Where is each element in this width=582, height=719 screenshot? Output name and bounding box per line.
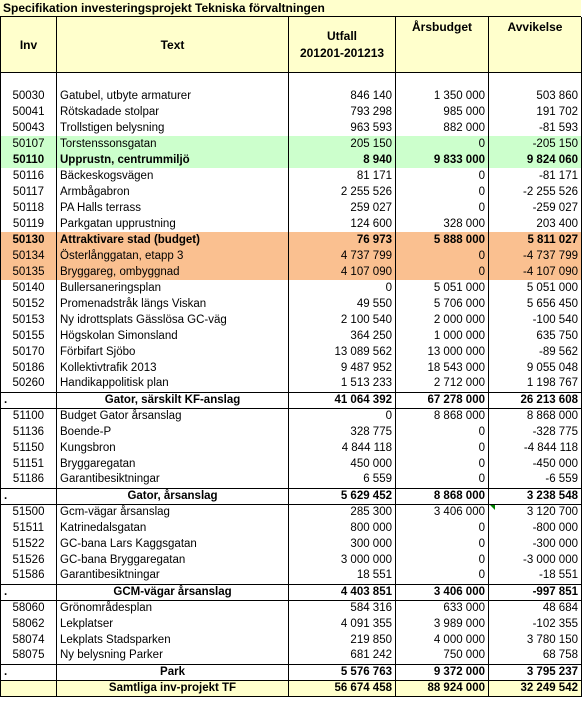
- cell-inv: .: [1, 488, 57, 504]
- cell-text: GC-bana Bryggaregatan: [57, 552, 289, 568]
- cell-budget: 0: [396, 248, 489, 264]
- header-text: Text: [57, 17, 289, 72]
- cell-utfall: 13 089 562: [289, 344, 396, 360]
- cell-avvikelse: 5 811 027: [489, 232, 582, 248]
- cell-budget: 882 000: [396, 120, 489, 136]
- cell-avvikelse: -450 000: [489, 456, 582, 472]
- cell-text: Upprustn, centrummiljö: [57, 152, 289, 168]
- cell-budget: 0: [396, 200, 489, 216]
- cell-avvikelse: -2 255 526: [489, 184, 582, 200]
- cell-budget: 3 406 000: [396, 584, 489, 600]
- cell-utfall: 6 559: [289, 472, 396, 488]
- cell-avvikelse: -800 000: [489, 520, 582, 536]
- cell-inv: 50170: [1, 344, 57, 360]
- cell-budget: 5 706 000: [396, 296, 489, 312]
- cell-inv: 50260: [1, 376, 57, 392]
- cell-utfall: 450 000: [289, 456, 396, 472]
- cell-avvikelse: 503 860: [489, 88, 582, 104]
- cell-text: Samtliga inv-projekt TF: [57, 680, 289, 696]
- cell-inv: 50117: [1, 184, 57, 200]
- cell-avvikelse: 68 758: [489, 648, 582, 664]
- cell-inv: .: [1, 392, 57, 408]
- cell-utfall: 5 629 452: [289, 488, 396, 504]
- cell-avvikelse: 48 684: [489, 600, 582, 616]
- cell-text: Bäckeskogsvägen: [57, 168, 289, 184]
- cell-budget: 18 543 000: [396, 360, 489, 376]
- cell-inv: 51151: [1, 456, 57, 472]
- cell-inv: 50107: [1, 136, 57, 152]
- table-row: [1, 296, 582, 312]
- cell-avvikelse: -4 107 090: [489, 264, 582, 280]
- cell-budget: 8 868 000: [396, 408, 489, 424]
- table-row: [1, 408, 582, 424]
- cell-inv: [1, 72, 57, 88]
- cell-inv: 50043: [1, 120, 57, 136]
- cell-text: Ny idrottsplats Gässlösa GC-väg: [57, 312, 289, 328]
- cell-text: Bullersaneringsplan: [57, 280, 289, 296]
- table-row: [1, 440, 582, 456]
- cell-text: Ny belysning Parker: [57, 648, 289, 664]
- cell-inv: 50118: [1, 200, 57, 216]
- table-row: [1, 568, 582, 584]
- cell-inv: 50130: [1, 232, 57, 248]
- cell-inv: 51511: [1, 520, 57, 536]
- cell-utfall: 846 140: [289, 88, 396, 104]
- cell-utfall: 56 674 458: [289, 680, 396, 696]
- table-row: [1, 600, 582, 616]
- cell-text: Österlånggatan, etapp 3: [57, 248, 289, 264]
- cell-avvikelse: 1 198 767: [489, 376, 582, 392]
- cell-utfall: 4 403 851: [289, 584, 396, 600]
- cell-budget: 0: [396, 136, 489, 152]
- cell-text: Attraktivare stad (budget): [57, 232, 289, 248]
- cell-utfall: 219 850: [289, 632, 396, 648]
- cell-budget: 9 833 000: [396, 152, 489, 168]
- cell-text: Rötskadade stolpar: [57, 104, 289, 120]
- cell-inv: 50030: [1, 88, 57, 104]
- cell-avvikelse: 3 120 700: [489, 504, 582, 520]
- sheet-title: Specifikation investeringsprojekt Tekniska förvaltningen: [0, 0, 581, 17]
- cell-text: Garantibesiktningar: [57, 472, 289, 488]
- cell-inv: 50155: [1, 328, 57, 344]
- table-row: [1, 536, 582, 552]
- cell-text: Handikappolitisk plan: [57, 376, 289, 392]
- cell-budget: 1 000 000: [396, 328, 489, 344]
- cell-budget: 88 924 000: [396, 680, 489, 696]
- cell-utfall: 9 487 952: [289, 360, 396, 376]
- table-row: [1, 136, 582, 152]
- table-body: [1, 17, 582, 696]
- cell-budget: 0: [396, 168, 489, 184]
- cell-utfall: 800 000: [289, 520, 396, 536]
- cell-utfall: 81 171: [289, 168, 396, 184]
- table-row: [1, 312, 582, 328]
- cell-budget: 0: [396, 520, 489, 536]
- cell-text: Boende-P: [57, 424, 289, 440]
- cell-text: Gator, årsanslag: [57, 488, 289, 504]
- cell-utfall: 300 000: [289, 536, 396, 552]
- table-row: [1, 200, 582, 216]
- cell-budget: 0: [396, 552, 489, 568]
- cell-text: Park: [57, 664, 289, 680]
- cell-utfall: 76 973: [289, 232, 396, 248]
- cell-utfall: 8 940: [289, 152, 396, 168]
- table-row: [1, 88, 582, 104]
- cell-budget: 0: [396, 264, 489, 280]
- cell-inv: 50041: [1, 104, 57, 120]
- cell-budget: 5 051 000: [396, 280, 489, 296]
- cell-avvikelse: 3 238 548: [489, 488, 582, 504]
- cell-budget: 3 406 000: [396, 504, 489, 520]
- cell-avvikelse: -997 851: [489, 584, 582, 600]
- cell-text: PA Halls terrass: [57, 200, 289, 216]
- table-row: [1, 184, 582, 200]
- cell-utfall: 681 242: [289, 648, 396, 664]
- cell-budget: 0: [396, 184, 489, 200]
- cell-inv: 51136: [1, 424, 57, 440]
- cell-avvikelse: 9 824 060: [489, 152, 582, 168]
- subtotal-row: [1, 488, 582, 504]
- header-inv: Inv: [1, 17, 57, 72]
- cell-budget: 5 888 000: [396, 232, 489, 248]
- cell-avvikelse: 203 400: [489, 216, 582, 232]
- cell-inv: 50186: [1, 360, 57, 376]
- cell-text: Lekplatser: [57, 616, 289, 632]
- cell-utfall: 4 107 090: [289, 264, 396, 280]
- table-row: [1, 456, 582, 472]
- cell-utfall: 4 091 355: [289, 616, 396, 632]
- cell-avvikelse: -6 559: [489, 472, 582, 488]
- cell-inv: .: [1, 584, 57, 600]
- cell-budget: 2 000 000: [396, 312, 489, 328]
- cell-text: Kungsbron: [57, 440, 289, 456]
- cell-avvikelse: 26 213 608: [489, 392, 582, 408]
- header-budget: Årsbudget: [396, 17, 489, 72]
- cell-avvikelse: -259 027: [489, 200, 582, 216]
- cell-utfall: 124 600: [289, 216, 396, 232]
- cell-text: GC-bana Lars Kaggsgatan: [57, 536, 289, 552]
- comment-indicator-icon: [490, 505, 495, 510]
- cell-inv: 58074: [1, 632, 57, 648]
- cell-avvikelse: 3 795 237: [489, 664, 582, 680]
- cell-budget: 9 372 000: [396, 664, 489, 680]
- cell-text: Garantibesiktningar: [57, 568, 289, 584]
- cell-utfall: 793 298: [289, 104, 396, 120]
- cell-budget: 0: [396, 440, 489, 456]
- cell-budget: 1 350 000: [396, 88, 489, 104]
- investment-table: [0, 17, 582, 697]
- table-row: [1, 344, 582, 360]
- table-row: [1, 424, 582, 440]
- cell-budget: 750 000: [396, 648, 489, 664]
- cell-text: Grönområdesplan: [57, 600, 289, 616]
- table-row: [1, 648, 582, 664]
- cell-budget: [396, 72, 489, 88]
- cell-inv: 51100: [1, 408, 57, 424]
- cell-text: GCM-vägar årsanslag: [57, 584, 289, 600]
- cell-avvikelse: 635 750: [489, 328, 582, 344]
- cell-text: Torstenssonsgatan: [57, 136, 289, 152]
- cell-budget: 67 278 000: [396, 392, 489, 408]
- cell-utfall: 963 593: [289, 120, 396, 136]
- table-row: [1, 360, 582, 376]
- cell-utfall: 1 513 233: [289, 376, 396, 392]
- table-row: [1, 120, 582, 136]
- cell-utfall: 285 300: [289, 504, 396, 520]
- table-row: [1, 328, 582, 344]
- cell-text: Bryggaregatan: [57, 456, 289, 472]
- cell-budget: 328 000: [396, 216, 489, 232]
- cell-text: Gator, särskilt KF-anslag: [57, 392, 289, 408]
- cell-text: Högskolan Simonsland: [57, 328, 289, 344]
- cell-utfall: 328 775: [289, 424, 396, 440]
- cell-avvikelse: 9 055 048: [489, 360, 582, 376]
- header-row: [1, 17, 582, 72]
- cell-budget: 633 000: [396, 600, 489, 616]
- cell-inv: 51586: [1, 568, 57, 584]
- cell-text: Kollektivtrafik 2013: [57, 360, 289, 376]
- cell-inv: 50140: [1, 280, 57, 296]
- cell-utfall: 2 100 540: [289, 312, 396, 328]
- cell-budget: 4 000 000: [396, 632, 489, 648]
- cell-utfall: 4 737 799: [289, 248, 396, 264]
- cell-text: Gcm-vägar årsanslag: [57, 504, 289, 520]
- cell-utfall: [289, 72, 396, 88]
- cell-avvikelse: -205 150: [489, 136, 582, 152]
- cell-budget: 13 000 000: [396, 344, 489, 360]
- table-row: [1, 232, 582, 248]
- table-row: [1, 168, 582, 184]
- table-row: [1, 216, 582, 232]
- cell-text: [57, 72, 289, 88]
- cell-avvikelse: [489, 72, 582, 88]
- cell-inv: 58062: [1, 616, 57, 632]
- cell-utfall: 584 316: [289, 600, 396, 616]
- cell-avvikelse: 3 780 150: [489, 632, 582, 648]
- cell-utfall: 0: [289, 280, 396, 296]
- header-utfall: [289, 17, 396, 72]
- table-row: [1, 264, 582, 280]
- subtotal-row: [1, 664, 582, 680]
- cell-inv: 50153: [1, 312, 57, 328]
- subtotal-row: [1, 584, 582, 600]
- cell-budget: 0: [396, 424, 489, 440]
- cell-avvikelse: -18 551: [489, 568, 582, 584]
- cell-inv: 51526: [1, 552, 57, 568]
- cell-inv: 51500: [1, 504, 57, 520]
- table-row: [1, 72, 582, 88]
- subtotal-row: [1, 392, 582, 408]
- header-avvikelse: Avvikelse: [489, 17, 582, 72]
- table-row: [1, 520, 582, 536]
- cell-avvikelse: -81 593: [489, 120, 582, 136]
- cell-inv: 51150: [1, 440, 57, 456]
- cell-utfall: 49 550: [289, 296, 396, 312]
- cell-text: Budget Gator årsanslag: [57, 408, 289, 424]
- table-row: [1, 248, 582, 264]
- cell-budget: 0: [396, 536, 489, 552]
- table-row: [1, 376, 582, 392]
- cell-inv: 50119: [1, 216, 57, 232]
- cell-budget: 0: [396, 568, 489, 584]
- cell-text: Parkgatan upprustning: [57, 216, 289, 232]
- cell-text: Förbifart Sjöbo: [57, 344, 289, 360]
- cell-avvikelse: 8 868 000: [489, 408, 582, 424]
- cell-inv: 51522: [1, 536, 57, 552]
- cell-avvikelse: -102 355: [489, 616, 582, 632]
- table-row: [1, 104, 582, 120]
- cell-text: Katrinedalsgatan: [57, 520, 289, 536]
- cell-avvikelse: -81 171: [489, 168, 582, 184]
- cell-inv: 50134: [1, 248, 57, 264]
- cell-text: Gatubel, utbyte armaturer: [57, 88, 289, 104]
- cell-text: Bryggareg, ombyggnad: [57, 264, 289, 280]
- cell-inv: 51186: [1, 472, 57, 488]
- cell-budget: 3 989 000: [396, 616, 489, 632]
- cell-inv: 58060: [1, 600, 57, 616]
- cell-utfall: 5 576 763: [289, 664, 396, 680]
- cell-avvikelse: -100 540: [489, 312, 582, 328]
- cell-inv: 50110: [1, 152, 57, 168]
- cell-inv: 50116: [1, 168, 57, 184]
- cell-budget: 8 868 000: [396, 488, 489, 504]
- cell-avvikelse: -328 775: [489, 424, 582, 440]
- cell-budget: 0: [396, 456, 489, 472]
- cell-inv: 50152: [1, 296, 57, 312]
- cell-utfall: 41 064 392: [289, 392, 396, 408]
- cell-inv: .: [1, 664, 57, 680]
- cell-utfall: 18 551: [289, 568, 396, 584]
- cell-avvikelse: 5 051 000: [489, 280, 582, 296]
- cell-avvikelse: -89 562: [489, 344, 582, 360]
- table-row: [1, 616, 582, 632]
- cell-utfall: 364 250: [289, 328, 396, 344]
- cell-budget: 0: [396, 472, 489, 488]
- cell-avvikelse: 191 702: [489, 104, 582, 120]
- cell-budget: 985 000: [396, 104, 489, 120]
- cell-avvikelse: -300 000: [489, 536, 582, 552]
- table-row: [1, 280, 582, 296]
- cell-avvikelse: 32 249 542: [489, 680, 582, 696]
- cell-text: Armbågabron: [57, 184, 289, 200]
- cell-inv: [1, 680, 57, 696]
- table-row: [1, 472, 582, 488]
- cell-text: Promenadstråk längs Viskan: [57, 296, 289, 312]
- cell-utfall: 259 027: [289, 200, 396, 216]
- cell-utfall: 0: [289, 408, 396, 424]
- cell-text: Lekplats Stadsparken: [57, 632, 289, 648]
- cell-avvikelse: 5 656 450: [489, 296, 582, 312]
- table-row: [1, 152, 582, 168]
- table-row: [1, 552, 582, 568]
- cell-inv: 58075: [1, 648, 57, 664]
- header-utfall-period: 201201-201213: [299, 46, 385, 61]
- cell-avvikelse: -4 844 118: [489, 440, 582, 456]
- grand-total-row: [1, 680, 582, 696]
- header-utfall-label: Utfall: [327, 29, 357, 44]
- cell-avvikelse: -4 737 799: [489, 248, 582, 264]
- cell-avvikelse: -3 000 000: [489, 552, 582, 568]
- cell-utfall: 3 000 000: [289, 552, 396, 568]
- cell-inv: 50135: [1, 264, 57, 280]
- cell-utfall: 4 844 118: [289, 440, 396, 456]
- table-row: [1, 632, 582, 648]
- cell-budget: 2 712 000: [396, 376, 489, 392]
- cell-utfall: 2 255 526: [289, 184, 396, 200]
- cell-text: Trollstigen belysning: [57, 120, 289, 136]
- cell-utfall: 205 150: [289, 136, 396, 152]
